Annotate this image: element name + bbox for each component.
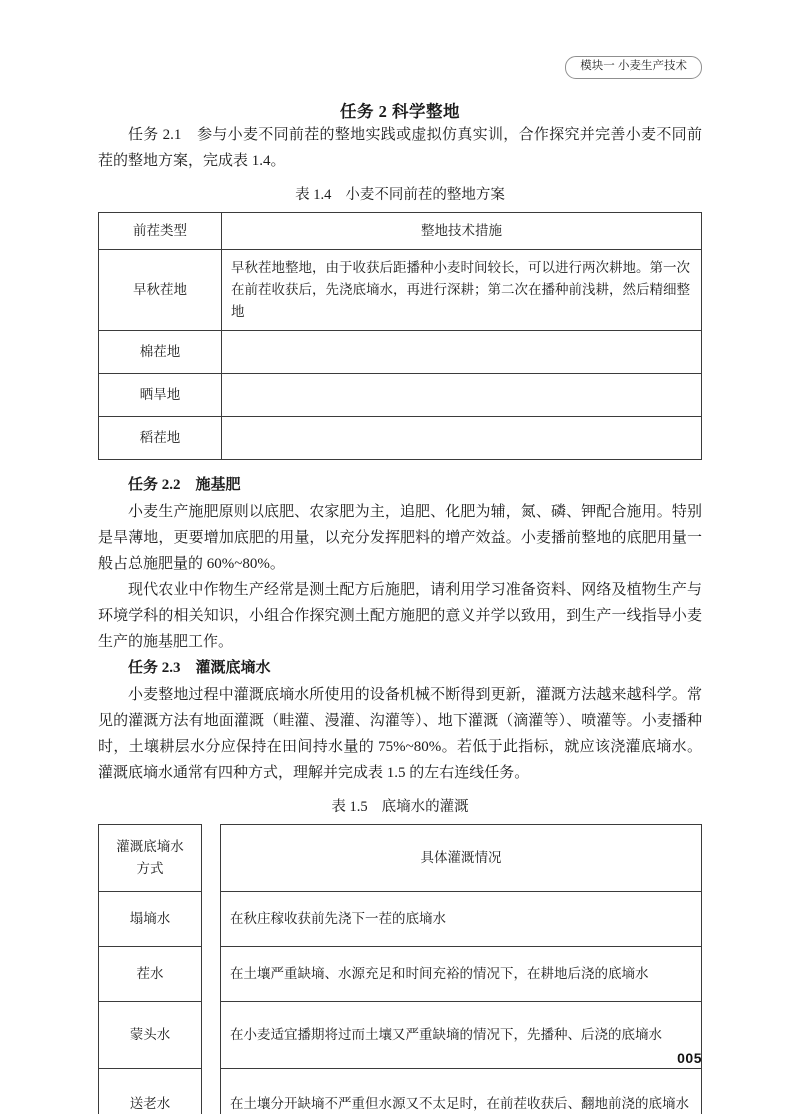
task-22-label: 任务 2.2 (128, 477, 181, 493)
table-row (221, 1069, 702, 1114)
table-15-right-header: 具体灌溉情况 (221, 825, 702, 892)
table-14-cell-type: 早秋茬地 (99, 250, 222, 331)
table-15-left-item[interactable]: 送老水 (99, 1069, 202, 1114)
table-15-caption-number: 表 1.5 (331, 799, 368, 815)
table-15-left-header-line2: 方式 (136, 861, 164, 876)
table-row (221, 825, 702, 892)
table-14-cell-type: 稻茬地 (99, 417, 222, 460)
table-row (99, 825, 202, 892)
table-row (99, 417, 702, 460)
table-row (221, 892, 702, 947)
table-row (99, 947, 202, 1002)
table-14-cell-type: 晒旱地 (99, 374, 222, 417)
paragraph-task-22-1: 小麦生产施肥原则以底肥、农家肥为主，追肥、化肥为辅，氮、磷、钾配合施用。特别是旱薄地，更要增加底肥的用量，以充分发挥肥料的增产效益。小麦播前整地的底肥用量一般占总施肥量的 60%~80%。 (98, 504, 702, 572)
table-15-left-header (99, 825, 202, 892)
task-21-text: 参与小麦不同前茬的整地实践或虚拟仿真实训，合作探究并完善小麦不同前茬的整地方案，完成表 1.4。 (98, 127, 702, 169)
table-14-cell-measure (222, 374, 702, 417)
table-15-left-header-line1: 灌溉底墒水 (116, 839, 184, 854)
task-22-title: 施基肥 (195, 477, 241, 493)
table-14-cell-measure (222, 331, 702, 374)
table-15 (98, 824, 702, 1114)
table-15-right-item[interactable]: 在土壤严重缺墒、水源充足和时间充裕的情况下，在耕地后浇的底墒水 (221, 947, 702, 1002)
page-title: 任务 2 科学整地 (340, 102, 460, 121)
table-14-caption-number: 表 1.4 (295, 187, 332, 203)
table-14-header-measure: 整地技术措施 (222, 213, 702, 250)
table-row (99, 374, 702, 417)
table-row (99, 213, 702, 250)
table-row (99, 892, 202, 947)
table-15-right-item[interactable]: 在小麦适宜播期将过而土壤又严重缺墒的情况下，先播种、后浇的底墒水 (221, 1002, 702, 1069)
subheading-task-23 (98, 655, 702, 682)
table-15-right-item[interactable]: 在土壤分开缺墒不严重但水源又不太足时，在前茬收获后、翻地前浇的底墒水 (221, 1069, 702, 1114)
running-head: 模块一 小麦生产技术 (565, 56, 702, 79)
task-23-title: 灌溉底墒水 (195, 660, 271, 676)
subheading-task-22 (98, 472, 702, 499)
table-row (99, 1002, 202, 1069)
table-14-caption-text: 小麦不同前茬的整地方案 (345, 187, 505, 203)
table-15-caption (98, 796, 702, 818)
table-row (99, 250, 702, 331)
page-content (98, 0, 702, 1114)
table-15-right-column (220, 824, 702, 1114)
table-15-left-item[interactable]: 蒙头水 (99, 1002, 202, 1069)
page-number: 005 (677, 1050, 702, 1066)
table-15-right (220, 824, 702, 1114)
paragraph-task-22-2: 现代农业中作物生产经常是测土配方后施肥，请利用学习准备资料、网络及植物生产与环境学科的相关知识，小组合作探究测土配方施肥的意义并学以致用，到生产一线指导小麦生产的施基肥工作。 (98, 582, 702, 650)
table-row (99, 331, 702, 374)
table-row (99, 1069, 202, 1114)
table-15-left (98, 824, 202, 1114)
table-15-right-item[interactable]: 在秋庄稼收获前先浇下一茬的底墒水 (221, 892, 702, 947)
task-21-label: 任务 2.1 (128, 127, 182, 143)
table-15-left-column (98, 824, 202, 1114)
table-row (221, 947, 702, 1002)
table-row (221, 1002, 702, 1069)
paragraph-task-23-1: 小麦整地过程中灌溉底墒水所使用的设备机械不断得到更新，灌溉方法越来越科学。常见的灌溉方法有地面灌溉（畦灌、漫灌、沟灌等）、地下灌溉（滴灌等）、喷灌等。小麦播种时，土壤耕层水分应保持在田间持水量的 75%~80%。若低于此指标，就应该浇灌底墒水。灌溉底墒水通常有四种方式，理解并完成表 1.5 的左右连线任务。 (98, 687, 702, 781)
task-23-label: 任务 2.3 (128, 660, 181, 676)
table-14-header-type: 前茬类型 (99, 213, 222, 250)
table-14-cell-measure: 早秋茬地整地，由于收获后距播种小麦时间较长，可以进行两次耕地。第一次在前茬收获后，先浇底墒水，再进行深耕；第二次在播种前浅耕，然后精细整地 (222, 250, 702, 331)
table-14-cell-measure (222, 417, 702, 460)
table-14 (98, 212, 702, 460)
table-15-caption-text: 底墒水的灌溉 (381, 799, 469, 815)
table-15-left-item[interactable]: 塌墒水 (99, 892, 202, 947)
table-14-caption (98, 184, 702, 206)
table-14-cell-type: 棉茬地 (99, 331, 222, 374)
paragraph-task-21 (98, 122, 702, 174)
table-15-left-item[interactable]: 茬水 (99, 947, 202, 1002)
